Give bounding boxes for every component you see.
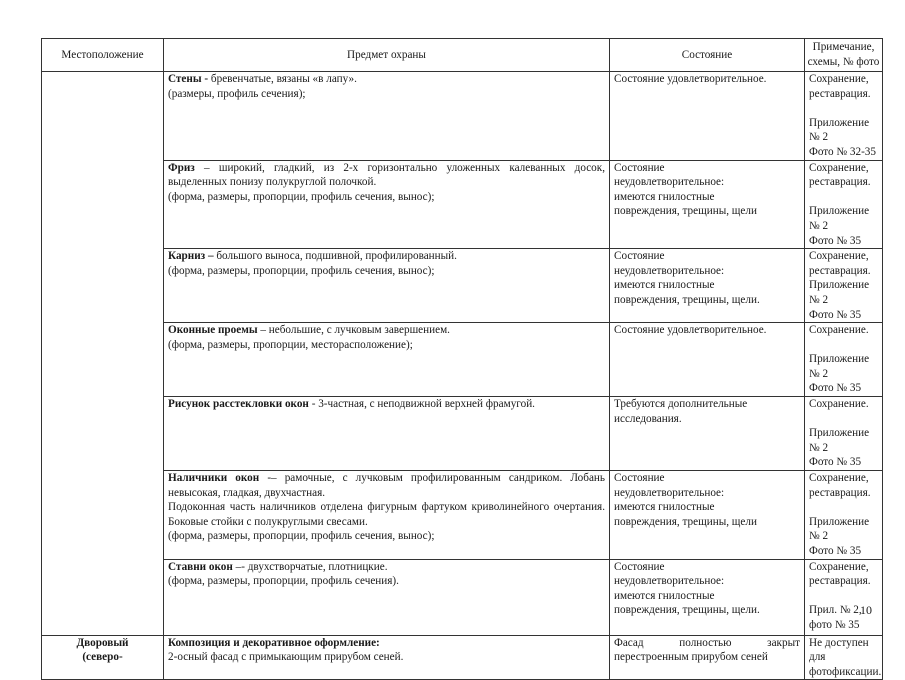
- subject-text: - 3-частная, с неподвижной верхней фрамугой.: [308, 398, 535, 411]
- note-line: Сохранение,: [809, 472, 869, 485]
- table-row: [42, 397, 883, 471]
- header-state: Состояние: [610, 39, 805, 72]
- state-line: повреждения, трещины, щели.: [614, 293, 760, 306]
- subject-text: -– рамочные, с лучковым профилированным сандриком. Лобань невысокая, гладкая, двухчастная.: [168, 472, 605, 499]
- table-row: [42, 249, 883, 323]
- state-line: имеются гнилостные: [614, 190, 715, 203]
- subject-extra: Подоконная часть наличников отделена фигурным фартуком криволинейного очертания. Боковые стойки с полукруглыми свесами.: [168, 501, 605, 528]
- location-cell-empty: [42, 72, 164, 636]
- state-line: неудовлетворительное:: [614, 575, 725, 588]
- subject-params: (размеры, профиль сечения);: [168, 87, 306, 100]
- subject-cell: [164, 323, 610, 397]
- state-line: исследования.: [614, 412, 682, 425]
- subject-params: (форма, размеры, пропорции, профиль сечения).: [168, 575, 399, 588]
- state-line: перестроенным прирубом сеней: [614, 651, 768, 664]
- note-line: Приложение № 2: [809, 279, 870, 306]
- subject-params: (форма, размеры, пропорции, профиль сечения, вынос);: [168, 530, 435, 543]
- subject-params: (форма, размеры, пропорции, профиль сечения, вынос);: [168, 190, 435, 203]
- note-cell: [805, 559, 883, 635]
- subject-cell: [164, 397, 610, 471]
- state-line: Состояние: [614, 472, 665, 485]
- note-line: Фото № 35: [809, 382, 862, 395]
- table-row: [42, 160, 883, 249]
- state-cell: [610, 397, 805, 471]
- note-line: реставрация.: [809, 176, 871, 189]
- subject-text: –- двухстворчатые, плотницкие.: [232, 560, 388, 573]
- header-note-line1: Примечание,: [812, 41, 875, 54]
- note-line: Сохранение.: [809, 324, 869, 337]
- subject-params: (форма, размеры, пропорции, месторасположение);: [168, 338, 413, 351]
- table-row: [42, 72, 883, 161]
- note-line: Приложение № 2: [809, 353, 870, 380]
- state-cell: [610, 72, 805, 161]
- subject-title: Фриз: [168, 161, 195, 174]
- state-line: неудовлетворительное:: [614, 176, 725, 189]
- state-cell: [610, 323, 805, 397]
- note-line: Сохранение,: [809, 73, 869, 85]
- note-line: фото № 35: [809, 618, 860, 631]
- table-header-row: [42, 39, 883, 72]
- note-line: фотофиксации.: [809, 665, 882, 678]
- subject-title: Стены -: [168, 73, 209, 85]
- subject-text: большого выноса, подшивной, профилированный.: [213, 250, 457, 263]
- state-cell: [610, 160, 805, 249]
- note-cell: [805, 471, 883, 560]
- location-cell: [42, 635, 164, 680]
- subject-cell: [164, 559, 610, 635]
- state-line: повреждения, трещины, щели: [614, 205, 757, 218]
- note-line: Приложение № 2: [809, 205, 870, 232]
- note-line: Приложение № 2: [809, 116, 870, 144]
- note-line: реставрация.: [809, 575, 871, 588]
- state-line: повреждения, трещины, щели.: [614, 604, 760, 617]
- subject-params: (форма, размеры, пропорции, профиль сечения, вынос);: [168, 264, 435, 277]
- subject-text: – широкий, гладкий, из 2-х горизонтально уложенных калеванных досок, выделенных понизу полукруглой полочкой.: [168, 161, 605, 189]
- state-line: неудовлетворительное:: [614, 486, 725, 499]
- header-note: [805, 39, 883, 72]
- subject-title: Рисунок расстекловки окон: [168, 398, 309, 411]
- state-line: Состояние удовлетворительное.: [614, 324, 767, 337]
- note-line: Сохранение.: [809, 398, 869, 411]
- state-line: Состояние удовлетворительное.: [614, 73, 767, 85]
- state-line: повреждения, трещины, щели: [614, 515, 757, 528]
- subject-text: – небольшие, с лучковым завершением.: [257, 324, 450, 337]
- subject-title: Ставни окон: [168, 560, 233, 573]
- note-line: Приложение № 2: [809, 427, 870, 454]
- note-cell: [805, 72, 883, 161]
- table-row: [42, 559, 883, 635]
- note-line: Прил. № 2,: [809, 604, 862, 617]
- subject-title: Карниз –: [168, 250, 214, 263]
- subject-text: 2-осный фасад с примыкающим прирубом сеней.: [168, 651, 404, 664]
- location-line: (северо-: [82, 651, 123, 664]
- note-line: Приложение № 2: [809, 515, 870, 543]
- note-line: реставрация.: [809, 87, 871, 100]
- table-row: [42, 635, 883, 680]
- state-line: Состояние: [614, 250, 665, 263]
- subject-cell: [164, 72, 610, 161]
- subject-cell: [164, 471, 610, 560]
- state-line: имеются гнилостные: [614, 589, 715, 602]
- subject-cell: [164, 249, 610, 323]
- note-line: Сохранение,: [809, 250, 869, 263]
- note-line: реставрация.: [809, 264, 871, 277]
- table-row: [42, 323, 883, 397]
- note-cell: [805, 635, 883, 680]
- location-line: Дворовый: [76, 636, 129, 649]
- state-line: Состояние: [614, 560, 665, 573]
- state-cell: [610, 249, 805, 323]
- state-line: Требуются дополнительные: [614, 398, 748, 411]
- note-line: реставрация.: [809, 486, 871, 499]
- state-line: имеются гнилостные: [614, 501, 715, 514]
- note-line: Фото № 32-35: [809, 145, 876, 158]
- note-cell: [805, 160, 883, 249]
- state-line: Состояние: [614, 161, 665, 174]
- table-row: [42, 471, 883, 560]
- protection-table: [41, 38, 883, 680]
- note-cell: [805, 249, 883, 323]
- subject-title: Наличники окон: [168, 472, 260, 485]
- note-line: Фото № 35: [809, 456, 862, 469]
- note-line: Не доступен для: [809, 636, 869, 664]
- note-line: Фото № 35: [809, 545, 862, 557]
- state-line: имеются гнилостные: [614, 279, 715, 292]
- subject-title: Оконные проемы: [168, 324, 258, 337]
- note-line: Фото № 35: [809, 308, 862, 321]
- note-line: Сохранение,: [809, 161, 869, 174]
- state-line: Фасад полностью закрыт: [614, 636, 800, 649]
- state-line: неудовлетворительное:: [614, 264, 725, 277]
- note-cell: [805, 323, 883, 397]
- subject-text: бревенчатые, вязаны «в лапу».: [208, 73, 357, 85]
- state-cell: [610, 471, 805, 560]
- state-cell: [610, 635, 805, 680]
- subject-cell: [164, 635, 610, 680]
- subject-title: Композиция и декоративное оформление:: [168, 636, 380, 649]
- header-note-line2: схемы, № фото: [807, 56, 880, 68]
- subject-cell: [164, 160, 610, 249]
- page-number: 10: [860, 603, 872, 617]
- note-line: Сохранение,: [809, 560, 869, 573]
- note-line: Фото № 35: [809, 234, 862, 247]
- note-cell: [805, 397, 883, 471]
- header-subject: Предмет охраны: [164, 39, 610, 72]
- state-cell: [610, 559, 805, 635]
- header-location: Местоположение: [42, 39, 164, 72]
